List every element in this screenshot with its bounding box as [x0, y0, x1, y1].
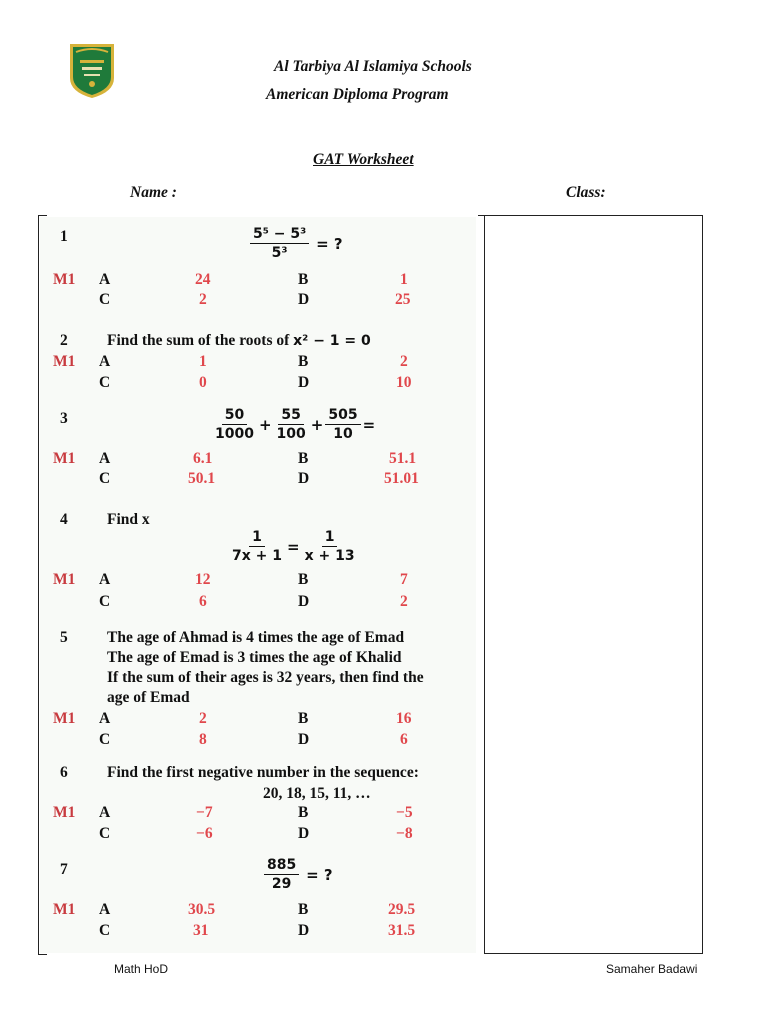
option-letter: C: [99, 922, 111, 939]
option-letter: B: [298, 710, 309, 727]
fraction-numerator: 505: [325, 407, 360, 425]
option-value: 7: [400, 571, 408, 588]
option-letter: B: [298, 450, 309, 467]
option-letter: D: [298, 922, 310, 939]
option-letter: A: [99, 271, 111, 288]
fraction-denominator: 29: [271, 876, 292, 892]
option-value: 1: [199, 353, 207, 370]
marker-m1: M1: [53, 571, 76, 588]
school-logo: [66, 40, 118, 100]
option-value: 31.5: [388, 922, 416, 939]
option-letter: B: [298, 271, 309, 288]
option-letter: B: [298, 571, 309, 588]
option-value: 50.1: [188, 470, 216, 487]
worksheet-title: GAT Worksheet: [313, 151, 414, 168]
option-letter: D: [298, 470, 310, 487]
option-letter: C: [99, 825, 111, 842]
fraction-numerator: 885: [264, 857, 299, 875]
equals-sign: =: [287, 537, 300, 556]
school-name: Al Tarbiya Al Islamiya Schools: [274, 58, 472, 75]
option-letter: C: [99, 593, 111, 610]
option-letter: B: [298, 901, 309, 918]
marker-m1: M1: [53, 353, 76, 370]
marker-m1: M1: [53, 271, 76, 288]
marker-m1: M1: [53, 710, 76, 727]
option-value: 1: [400, 271, 408, 288]
option-letter: C: [99, 470, 111, 487]
marker-m1: M1: [53, 804, 76, 821]
option-value: 8: [199, 731, 207, 748]
class-label: Class:: [566, 184, 606, 201]
option-value: 25: [395, 291, 411, 308]
question-3-expression: [212, 407, 377, 442]
option-value: 6.1: [193, 450, 213, 467]
option-value: 31: [193, 922, 209, 939]
option-value: 2: [199, 710, 207, 727]
option-value: −6: [196, 825, 213, 842]
question-text: Find x: [107, 511, 150, 528]
program-name: American Diploma Program: [266, 86, 449, 103]
option-letter: D: [298, 374, 310, 391]
fraction-denominator: 7x + 1: [232, 548, 282, 564]
fraction-numerator: 5⁵ − 5³: [250, 226, 309, 244]
option-value: 51.01: [384, 470, 419, 487]
option-value: 16: [396, 710, 412, 727]
question-4-equation: [229, 529, 358, 564]
option-value: 51.1: [389, 450, 417, 467]
sequence-text: 20, 18, 15, 11, …: [263, 785, 371, 802]
question-text: Find the first negative number in the sequence:: [107, 764, 419, 781]
option-value: −7: [196, 804, 213, 821]
equals-question: = ?: [306, 865, 333, 884]
fraction-denominator: 5³: [271, 245, 288, 261]
option-letter: C: [99, 731, 111, 748]
option-letter: D: [298, 291, 310, 308]
question-number: 1: [60, 228, 68, 245]
question-7-expression: [264, 857, 335, 892]
option-letter: A: [99, 353, 111, 370]
question-text-line: If the sum of their ages is 32 years, then find the: [107, 669, 424, 686]
option-value: 6: [400, 731, 408, 748]
question-2-equation: x² − 1 = 0: [293, 333, 371, 349]
option-letter: A: [99, 804, 111, 821]
option-value: 24: [195, 271, 211, 288]
option-value: −5: [396, 804, 413, 821]
equals-sign: =: [362, 415, 376, 434]
question-text-line: The age of Ahmad is 4 times the age of Emad: [107, 629, 405, 646]
option-letter: B: [298, 804, 309, 821]
equals-question: = ?: [316, 234, 343, 253]
option-value: 6: [199, 593, 207, 610]
name-label: Name :: [130, 184, 177, 201]
option-value: 10: [396, 374, 412, 391]
fraction-denominator: 100: [276, 426, 306, 442]
question-text-line: The age of Emad is 3 times the age of Khalid: [107, 649, 402, 666]
question-text: Find the sum of the roots of: [107, 332, 290, 349]
option-value: −8: [396, 825, 413, 842]
question-number: 7: [60, 861, 68, 878]
question-number: 5: [60, 629, 68, 646]
fraction-numerator: 50: [222, 407, 247, 425]
question-number: 2: [60, 332, 68, 349]
option-value: 30.5: [188, 901, 216, 918]
marker-m1: M1: [53, 901, 76, 918]
option-value: 29.5: [388, 901, 416, 918]
option-value: 2: [400, 593, 408, 610]
option-value: 0: [199, 374, 207, 391]
question-number: 3: [60, 410, 68, 427]
option-letter: D: [298, 731, 310, 748]
option-letter: C: [99, 291, 111, 308]
option-letter: A: [99, 450, 111, 467]
option-letter: A: [99, 901, 111, 918]
option-letter: A: [99, 571, 111, 588]
marker-m1: M1: [53, 450, 76, 467]
question-1-expression: [250, 226, 345, 261]
option-letter: B: [298, 353, 309, 370]
fraction-denominator: x + 13: [304, 548, 355, 564]
option-value: 2: [400, 353, 408, 370]
plus-sign: +: [258, 415, 272, 434]
question-2-text: [107, 332, 371, 350]
question-number: 4: [60, 511, 68, 528]
option-value: 12: [195, 571, 211, 588]
footer-left: Math HoD: [114, 962, 169, 976]
fraction-denominator: 10: [333, 426, 353, 442]
option-letter: A: [99, 710, 111, 727]
fraction-numerator: 1: [322, 529, 338, 547]
plus-sign: +: [310, 415, 324, 434]
fraction-denominator: 1000: [215, 426, 254, 442]
option-letter: D: [298, 825, 310, 842]
fraction-numerator: 55: [278, 407, 303, 425]
answer-box[interactable]: [484, 215, 703, 954]
option-letter: D: [298, 593, 310, 610]
option-value: 2: [199, 291, 207, 308]
question-number: 6: [60, 764, 68, 781]
option-letter: C: [99, 374, 111, 391]
question-text-line: age of Emad: [107, 689, 190, 706]
fraction-numerator: 1: [249, 529, 265, 547]
footer-right: Samaher Badawi: [606, 962, 698, 976]
